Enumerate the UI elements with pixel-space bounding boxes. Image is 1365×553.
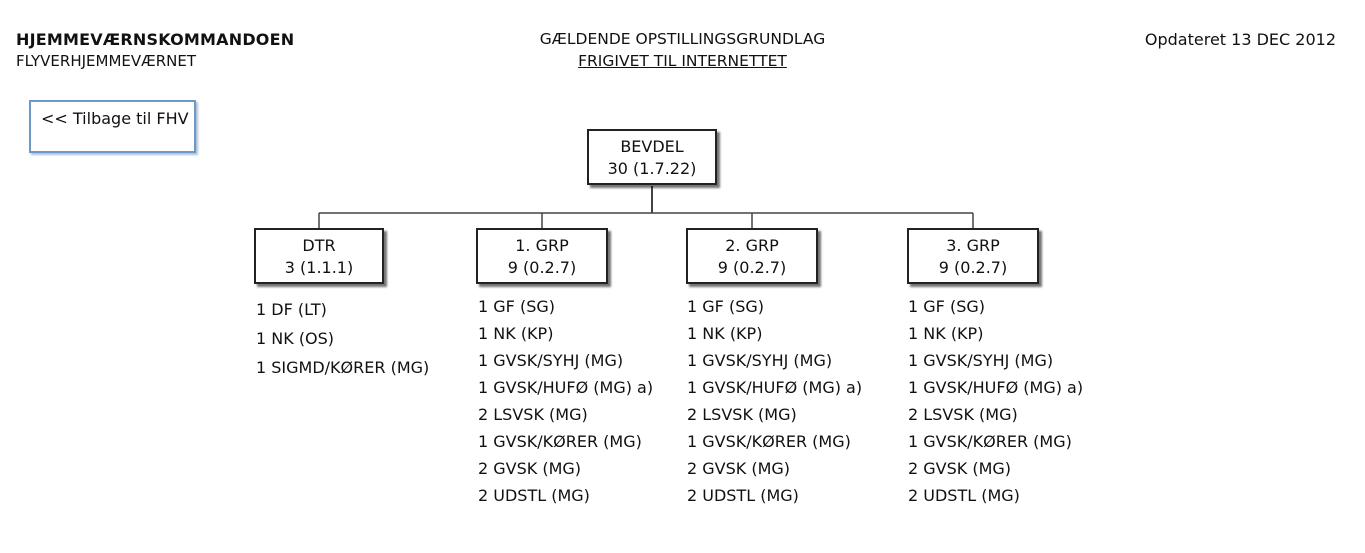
personnel-item: 2 LSVSK (MG) — [687, 405, 797, 424]
personnel-item: 1 GVSK/HUFØ (MG) a) — [687, 378, 863, 397]
personnel-list-grp1 — [478, 293, 653, 509]
personnel-item: 1 GVSK/KØRER (MG) — [478, 432, 642, 451]
sub-organization-title: FLYVERHJEMMEVÆRNET — [16, 52, 197, 70]
personnel-item: 2 LSVSK (MG) — [908, 405, 1018, 424]
root-unit-strength: 30 (1.7.22) — [607, 159, 697, 178]
root-unit-box — [587, 129, 717, 185]
release-note: FRIGIVET TIL INTERNETTET — [578, 52, 787, 70]
updated-date: Opdateret 13 DEC 2012 — [1144, 30, 1336, 49]
personnel-item: 1 GVSK/KØRER (MG) — [687, 432, 851, 451]
document-title: GÆLDENDE OPSTILLINGSGRUNDLAG — [539, 30, 826, 48]
personnel-item: 1 NK (KP) — [908, 324, 984, 343]
personnel-item: 1 GVSK/SYHJ (MG) — [908, 351, 1054, 370]
organization-title: HJEMMEVÆRNSKOMMANDOEN — [16, 30, 295, 49]
personnel-list-dtr — [256, 296, 429, 381]
personnel-item: 2 UDSTL (MG) — [687, 486, 799, 505]
personnel-item: 1 NK (KP) — [478, 324, 554, 343]
unit-box-grp1 — [476, 228, 608, 284]
personnel-item: 1 GVSK/HUFØ (MG) a) — [478, 378, 654, 397]
personnel-item: 1 GVSK/SYHJ (MG) — [478, 351, 624, 370]
personnel-item: 1 NK (KP) — [687, 324, 763, 343]
personnel-item: 1 GVSK/SYHJ (MG) — [687, 351, 833, 370]
root-unit-name: BEVDEL — [620, 137, 684, 156]
personnel-item: 2 UDSTL (MG) — [908, 486, 1020, 505]
personnel-item: 1 GVSK/KØRER (MG) — [908, 432, 1072, 451]
personnel-item: 1 GF (SG) — [687, 297, 764, 316]
unit-strength: 9 (0.2.7) — [938, 258, 1008, 277]
unit-box-grp2 — [686, 228, 818, 284]
personnel-item: 1 GF (SG) — [908, 297, 985, 316]
personnel-item: 2 LSVSK (MG) — [478, 405, 588, 424]
unit-strength: 3 (1.1.1) — [284, 258, 354, 277]
personnel-item: 2 GVSK (MG) — [478, 459, 582, 478]
unit-name: 1. GRP — [515, 236, 569, 255]
personnel-item: 1 GF (SG) — [478, 297, 555, 316]
personnel-item: 1 DF (LT) — [256, 300, 327, 319]
personnel-item: 1 NK (OS) — [256, 329, 335, 348]
back-button[interactable]: << Tilbage til FHV — [29, 100, 196, 153]
unit-strength: 9 (0.2.7) — [507, 258, 577, 277]
personnel-item: 1 SIGMD/KØRER (MG) — [256, 358, 430, 377]
personnel-item: 2 UDSTL (MG) — [478, 486, 590, 505]
personnel-item: 2 GVSK (MG) — [687, 459, 791, 478]
unit-box-grp3 — [907, 228, 1039, 284]
personnel-item: 2 GVSK (MG) — [908, 459, 1012, 478]
personnel-list-grp2 — [687, 293, 862, 509]
unit-name: 3. GRP — [946, 236, 1000, 255]
unit-box-dtr — [254, 228, 384, 284]
personnel-list-grp3 — [908, 293, 1083, 509]
personnel-item: 1 GVSK/HUFØ (MG) a) — [908, 378, 1084, 397]
unit-strength: 9 (0.2.7) — [717, 258, 787, 277]
unit-name: 2. GRP — [725, 236, 779, 255]
unit-name: DTR — [302, 236, 336, 255]
